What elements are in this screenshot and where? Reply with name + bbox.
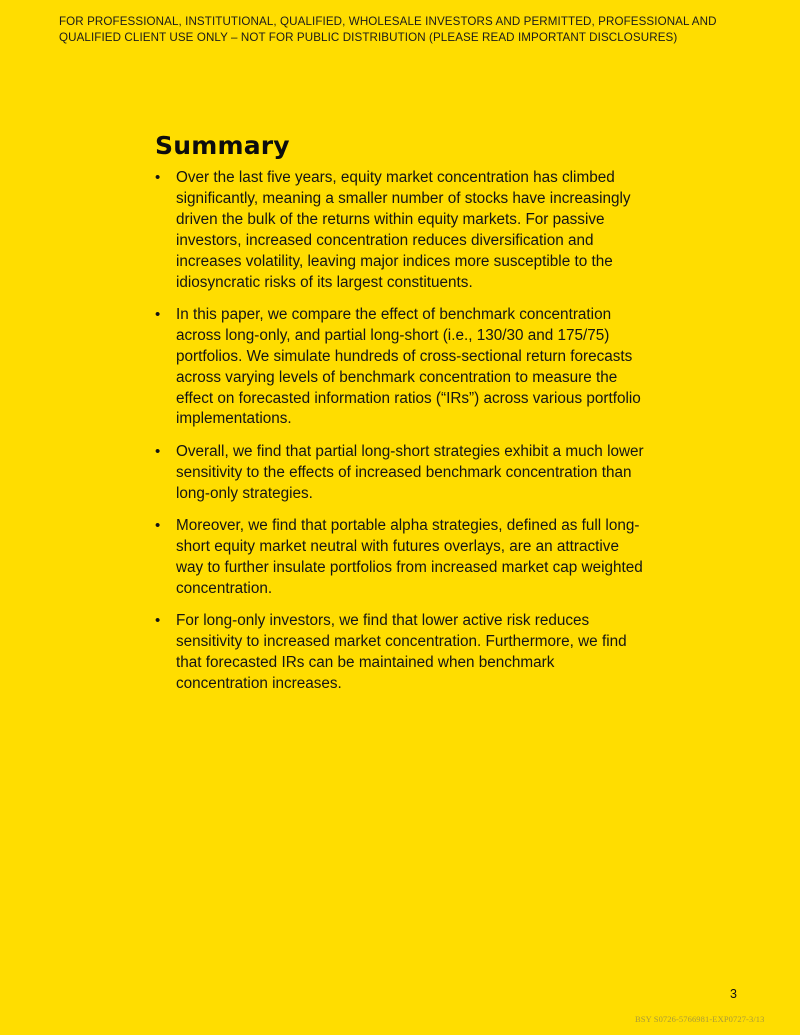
bullet-text: Over the last five years, equity market concentration has climbed significantly, meaning a smaller number of stocks have increasingly driven the bulk of the returns within equity markets. For passive investors, increased concentration reduces diversification and increases volatility, leaving major indices more susceptible to the idiosyncratic risks of its largest constituents. [176, 169, 631, 291]
bullet-icon: • [155, 517, 161, 535]
summary-bullet-item [155, 168, 645, 293]
summary-section [155, 128, 645, 706]
bullet-icon: • [155, 169, 161, 186]
bullet-icon: • [155, 442, 161, 460]
summary-bullet-item [155, 611, 645, 695]
bullet-icon: • [155, 612, 161, 630]
bullet-icon: • [155, 305, 161, 323]
disclaimer-header: FOR PROFESSIONAL, INSTITUTIONAL, QUALIFIED, WHOLESALE INVESTORS AND PERMITTED, PROFESSIONAL AND QUALIFIED CLIENT USE ONLY – NOT FOR PUBLIC DISTRIBUTION (PLEASE READ IMPORTANT DISCLOSURES) [59, 15, 717, 44]
document-code: BSY S0726-5766981-EXP0727-3/13 [635, 1014, 765, 1024]
bullet-text: Overall, we find that partial long-short strategies exhibit a much lower sensitivity to the effects of increased benchmark concentration than long-only strategies. [176, 442, 644, 502]
bullet-text: For long-only investors, we find that lower active risk reduces sensitivity to increased market concentration. Furthermore, we find that forecasted IRs can be maintained when benchmark concentration increases. [176, 612, 627, 692]
summary-title: Summary [155, 131, 290, 160]
page-number: 3 [730, 987, 737, 1001]
summary-bullet-item [155, 516, 645, 600]
bullet-text: Moreover, we find that portable alpha strategies, defined as full long-short equity market neutral with futures overlays, are an attractive way to further insulate portfolios from increased market cap weighted concentration. [176, 517, 643, 597]
bullet-text: In this paper, we compare the effect of benchmark concentration across long-only, and partial long-short (i.e., 130/30 and 175/75) portfolios. We simulate hundreds of cross-sectional return forecasts across varying levels of benchmark concentration to measure the effect on forecasted information ratios (“IRs”) across various portfolio implementations. [176, 305, 641, 428]
summary-bullet-list [155, 168, 645, 695]
summary-bullet-item [155, 305, 645, 430]
summary-bullet-item [155, 442, 645, 505]
